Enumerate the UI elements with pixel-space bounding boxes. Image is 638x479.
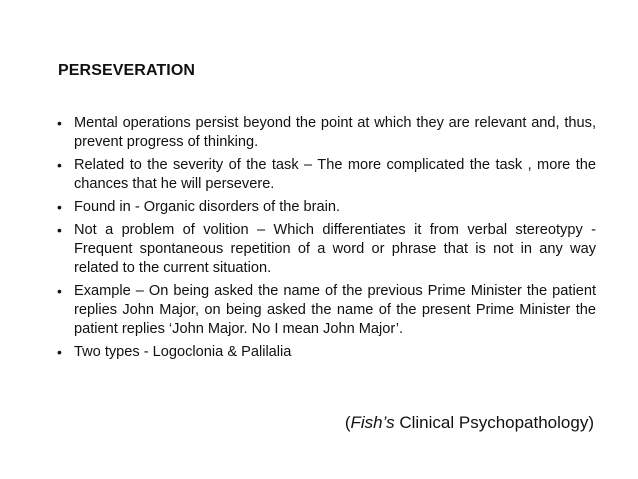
- bullet-list: [56, 114, 596, 366]
- bullet-text: Related to the severity of the task – The more complicated the task , more the chances that he will persevere.: [74, 157, 596, 192]
- bullet-dot-icon: •: [57, 344, 62, 360]
- bullet-text: Mental operations persist beyond the point at which they are relevant and, thus, prevent progress of thinking.: [74, 115, 596, 150]
- bullet-item: [56, 156, 596, 194]
- bullet-dot-icon: •: [57, 115, 62, 131]
- bullet-text: Not a problem of volition – Which differentiates it from verbal stereotypy - Frequent spontaneous repetition of a word or phrase that is not in any way related to the current situation.: [74, 222, 596, 276]
- bullet-dot-icon: •: [57, 283, 62, 299]
- bullet-item: [56, 198, 596, 217]
- bullet-dot-icon: •: [57, 199, 62, 215]
- citation-title: Clinical Psychopathology): [394, 413, 594, 432]
- bullet-text: Two types - Logoclonia & Palilalia: [74, 344, 292, 360]
- bullet-item: [56, 114, 596, 152]
- bullet-dot-icon: •: [57, 222, 62, 238]
- bullet-dot-icon: •: [57, 157, 62, 173]
- bullet-text: Example – On being asked the name of the previous Prime Minister the patient replies John Major, on being asked the name of the present Prime Minister the patient replies ‘John Major. No I mean John Major’.: [74, 283, 596, 337]
- citation-author: Fish’s: [350, 413, 395, 432]
- citation-open-paren: (: [344, 413, 351, 432]
- bullet-item: [56, 221, 596, 278]
- bullet-text: Found in - Organic disorders of the brain.: [74, 199, 341, 215]
- bullet-item: [56, 282, 596, 339]
- slide-title: PERSEVERATION: [58, 62, 196, 79]
- citation: [345, 412, 594, 434]
- bullet-item: [56, 343, 596, 362]
